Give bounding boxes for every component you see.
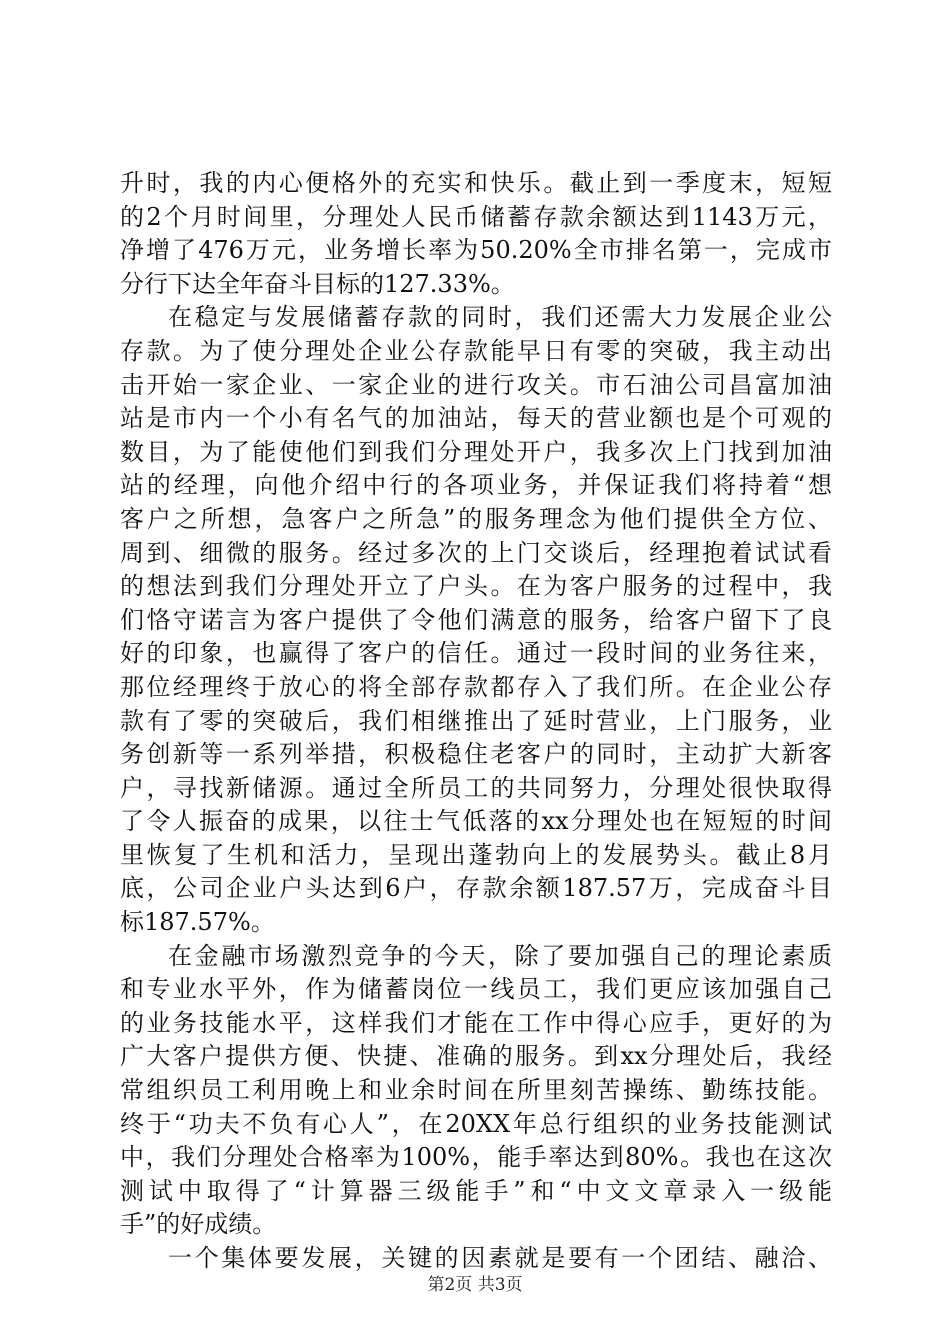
- document-body: [120, 167, 832, 1276]
- text-line: 的2个月时间里，分理处人民币储蓄存款余额达到1143万元，: [120, 202, 832, 231]
- paragraph-start-line: 在稳定与发展储蓄存款的同时，我们还需大力发展企业公: [168, 303, 832, 332]
- text-line: 站的经理，向他介绍中行的各项业务，并保证我们将持着“想: [120, 471, 832, 500]
- text-line: 击开始一家企业、一家企业的进行攻关。市石油公司昌富加油: [120, 370, 832, 399]
- text-line: 数目，为了能使他们到我们分理处开户，我多次上门找到加油: [120, 437, 832, 466]
- text-line: 广大客户提供方便、快捷、准确的服务。到xx分理处后，我经: [120, 1042, 832, 1071]
- text-line: 常组织员工利用晚上和业余时间在所里刻苦操练、勤练技能。: [120, 1076, 832, 1105]
- text-line: 们恪守诺言为客户提供了令他们满意的服务，给客户留下了良: [120, 605, 832, 634]
- text-line: 了令人振奋的成果，以往士气低落的xx分理处也在短短的时间: [120, 807, 832, 836]
- text-line: 站是市内一个小有名气的加油站，每天的营业额也是个可观的: [120, 404, 832, 433]
- text-line: 户，寻找新储源。通过全所员工的共同努力，分理处很快取得: [120, 773, 832, 802]
- text-line: 标187.57%。: [120, 908, 275, 937]
- text-line: 终于“功夫不负有心人”，在20XX年总行组织的业务技能测试: [120, 1109, 832, 1138]
- text-line: 和专业水平外，作为储蓄岗位一线员工，我们更应该加强自己: [120, 975, 832, 1004]
- text-line: 的想法到我们分理处开立了户头。在为客户服务的过程中，我: [120, 572, 832, 601]
- paragraph-start-line: 一个集体要发展，关键的因素就是要有一个团结、融洽、: [168, 1244, 832, 1272]
- text-line: 务创新等一系列举措，积极稳住老客户的同时，主动扩大新客: [120, 740, 832, 769]
- text-line: 中，我们分理处合格率为100%，能手率达到80%。我也在这次: [120, 1143, 832, 1172]
- paragraph-start-line: 在金融市场激烈竞争的今天，除了要加强自己的理论素质: [168, 941, 832, 970]
- text-line: 周到、细微的服务。经过多次的上门交谈后，经理抱着试试看: [120, 538, 832, 567]
- text-line: 存款。为了使分理处企业公存款能早日有零的突破，我主动出: [120, 336, 832, 365]
- text-line: 底，公司企业户头达到6户，存款余额187.57万，完成奋斗目: [120, 874, 832, 903]
- text-line: 好的印象，也赢得了客户的信任。通过一段时间的业务往来，: [120, 639, 832, 668]
- text-line: 那位经理终于放心的将全部存款都存入了我们所。在企业公存: [120, 672, 832, 701]
- text-line: 升时，我的内心便格外的充实和快乐。截止到一季度末，短短: [120, 169, 832, 197]
- text-line: 净增了476万元，业务增长率为50.20%全市排名第一，完成市: [120, 236, 832, 265]
- text-line: 的业务技能水平，这样我们才能在工作中得心应手，更好的为: [120, 1008, 832, 1037]
- text-line: 客户之所想，急客户之所急”的服务理念为他们提供全方位、: [120, 504, 832, 533]
- text-line: 手”的好成绩。: [120, 1210, 277, 1239]
- text-line: 分行下达全年奋斗目标的127.33%。: [120, 269, 515, 298]
- text-line: 款有了零的突破后，我们相继推出了延时营业，上门服务，业: [120, 706, 832, 735]
- text-line: 里恢复了生机和活力，呈现出蓬勃向上的发展势头。截止8月: [120, 840, 832, 869]
- page-number-footer: 第2页 共3页: [427, 1275, 523, 1295]
- text-line: 测试中取得了“计算器三级能手”和“中文文章录入一级能: [120, 1176, 832, 1205]
